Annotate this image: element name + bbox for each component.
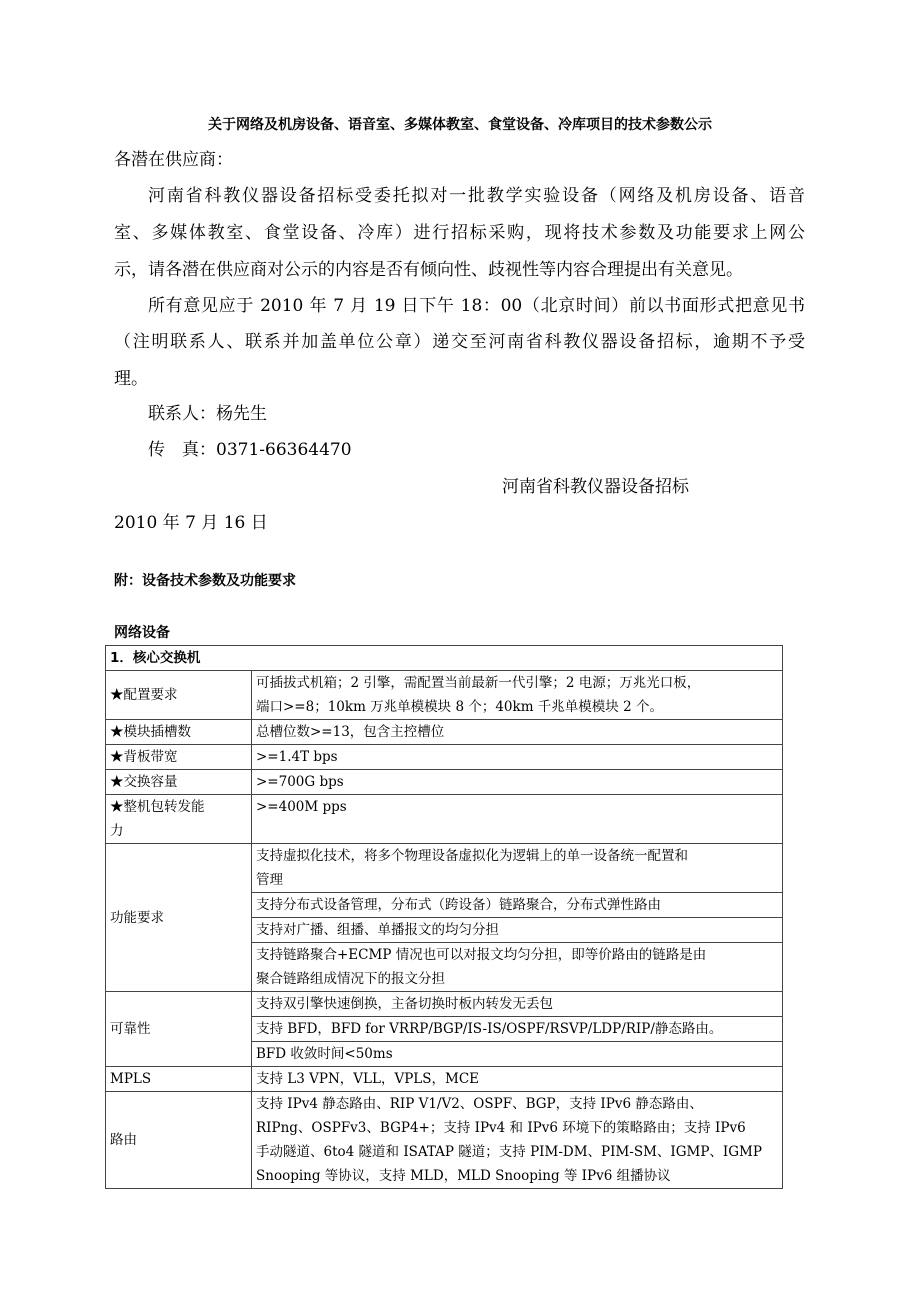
config-label: ★配置要求 — [106, 671, 252, 720]
contact-person: 联系人：杨先生 — [148, 404, 267, 424]
table-row — [106, 745, 783, 770]
routing-label: 路由 — [106, 1092, 252, 1189]
switching-value: >=700G bps — [252, 770, 783, 795]
table-row — [106, 720, 783, 745]
function-item: 支持对广播、组播、单播报文的均匀分担 — [252, 918, 783, 943]
salutation: 各潜在供应商： — [114, 150, 233, 170]
table-header: 1．核心交换机 — [106, 646, 783, 671]
mpls-label: MPLS — [106, 1067, 252, 1092]
para1-line3: 示，请各潜在供应商对公示的内容是否有倾向性、歧视性等内容合理提出有关意见。 — [114, 260, 743, 280]
function-item: 支持虚拟化技术，将多个物理设备虚拟化为逻辑上的单一设备统一配置和 管理 — [252, 844, 783, 893]
backplane-label: ★背板带宽 — [106, 745, 252, 770]
forwarding-label: ★整机包转发能 力 — [106, 795, 252, 844]
reliability-label: 可靠性 — [106, 992, 252, 1067]
switching-label: ★交换容量 — [106, 770, 252, 795]
forwarding-value: >=400M pps — [252, 795, 783, 844]
slots-value: 总槽位数>=13，包含主控槽位 — [252, 720, 783, 745]
function-label: 功能要求 — [106, 844, 252, 992]
table-row — [106, 795, 783, 844]
para2-line2: （注明联系人、联系并加盖单位公章）递交至河南省科教仪器设备招标，逾期不予受 — [114, 332, 805, 352]
table-row — [106, 671, 783, 720]
reliability-item: 支持 BFD，BFD for VRRP/BGP/IS-IS/OSPF/RSVP/LDP/RIP/静态路由。 — [252, 1017, 783, 1042]
para2-line1: 所有意见应于 2010 年 7 月 19 日下午 18：00（北京时间）前以书面形式把意见书 — [148, 296, 805, 316]
table-row — [106, 1067, 783, 1092]
function-item: 支持分布式设备管理，分布式（跨设备）链路聚合，分布式弹性路由 — [252, 893, 783, 918]
table-row — [106, 844, 783, 893]
document-title: 关于网络及机房设备、语音室、多媒体教室、食堂设备、冷库项目的技术参数公示 — [208, 117, 712, 133]
slots-label: ★模块插槽数 — [106, 720, 252, 745]
reliability-item: BFD 收敛时间<50ms — [252, 1042, 783, 1067]
function-item: 支持链路聚合+ECMP 情况也可以对报文均匀分担，即等价路由的链路是由 聚合链路组成情况下的报文分担 — [252, 943, 783, 992]
table-row — [106, 992, 783, 1017]
mpls-value: 支持 L3 VPN，VLL，VPLS，MCE — [252, 1067, 783, 1092]
para2-line3: 理。 — [114, 369, 148, 389]
organization-signature: 河南省科教仪器设备招标 — [502, 477, 689, 497]
config-value: 可插拔式机箱；2 引擎，需配置当前最新一代引擎；2 电源；万兆光口板， 端口>=8；10km 万兆单模模块 8 个；40km 千兆单模模块 2 个。 — [252, 671, 783, 720]
section-heading: 网络设备 — [114, 625, 170, 641]
para1-line2: 室、多媒体教室、食堂设备、冷库）进行招标采购，现将技术参数及功能要求上网公 — [114, 223, 805, 243]
table-row — [106, 646, 783, 671]
table-row — [106, 1092, 783, 1189]
fax-number: 传 真：0371-66364470 — [148, 440, 352, 460]
spec-table — [105, 645, 783, 1189]
backplane-value: >=1.4T bps — [252, 745, 783, 770]
appendix-heading: 附：设备技术参数及功能要求 — [114, 573, 296, 589]
table-row — [106, 770, 783, 795]
document-date: 2010 年 7 月 16 日 — [114, 513, 268, 533]
reliability-item: 支持双引擎快速倒换，主备切换时板内转发无丢包 — [252, 992, 783, 1017]
routing-value: 支持 IPv4 静态路由、RIP V1/V2、OSPF、BGP，支持 IPv6 静态路由、 RIPng、OSPFv3、BGP4+；支持 IPv4 和 IPv6 环境下的策略路由；支持 IPv6 手动隧道、6to4 隧道和 ISATAP 隧道；支持 PIM-DM、PIM-SM、IGMP、IGMP Snooping 等协议，支持 MLD，MLD Snooping 等 IPv6 组播协议 — [252, 1092, 783, 1189]
para1-line1: 河南省科教仪器设备招标受委托拟对一批教学实验设备（网络及机房设备、语音 — [148, 186, 805, 206]
